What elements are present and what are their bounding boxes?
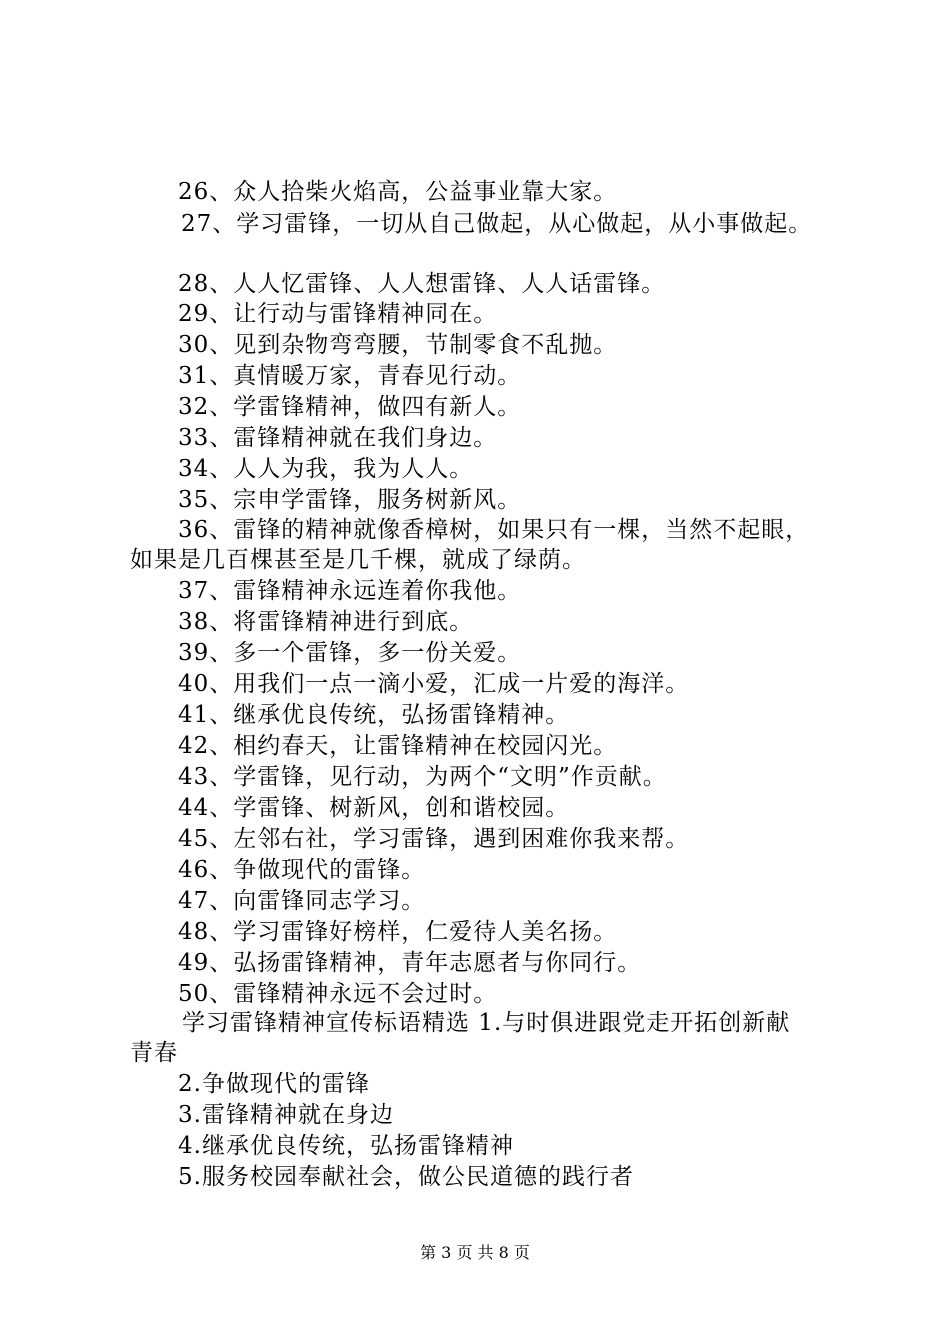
slogan-46: 46、争做现代的雷锋。 [178, 857, 426, 883]
section-heading-line-1: 学习雷锋精神宣传标语精选 1.与时俱进跟党走开拓创新献 [182, 1010, 791, 1036]
slogan-48: 48、学习雷锋好榜样，仁爱待人美名扬。 [178, 919, 618, 945]
slogan-36-line-1: 36、雷锋的精神就像香樟树，如果只有一棵，当然不起眼， [178, 517, 810, 543]
selected-slogan-2: 2.争做现代的雷锋 [178, 1071, 370, 1097]
slogan-47: 47、向雷锋同志学习。 [178, 888, 426, 914]
slogan-49: 49、弘扬雷锋精神，青年志愿者与你同行。 [178, 950, 642, 976]
slogan-28: 28、人人忆雷锋、人人想雷锋、人人话雷锋。 [178, 271, 666, 297]
slogan-50: 50、雷锋精神永远不会过时。 [178, 981, 498, 1007]
slogan-34: 34、人人为我，我为人人。 [178, 456, 474, 482]
slogan-30: 30、见到杂物弯弯腰，节制零食不乱抛。 [178, 332, 618, 358]
slogan-29: 29、让行动与雷锋精神同在。 [178, 301, 498, 327]
slogan-31: 31、真情暖万家，青春见行动。 [178, 363, 522, 389]
selected-slogan-5: 5.服务校园奉献社会，做公民道德的践行者 [178, 1164, 634, 1190]
slogan-44: 44、学雷锋、树新风，创和谐校园。 [178, 795, 570, 821]
slogan-27: 27、学习雷锋，一切从自己做起，从心做起，从小事做起。 [181, 211, 813, 237]
slogan-42: 42、相约春天，让雷锋精神在校园闪光。 [178, 733, 618, 759]
slogan-36-line-2: 如果是几百棵甚至是几千棵，就成了绿荫。 [130, 547, 586, 573]
slogan-37: 37、雷锋精神永远连着你我他。 [178, 578, 522, 604]
slogan-40: 40、用我们一点一滴小爱，汇成一片爱的海洋。 [178, 671, 690, 697]
slogan-33: 33、雷锋精神就在我们身边。 [178, 425, 498, 451]
slogan-32: 32、学雷锋精神，做四有新人。 [178, 394, 522, 420]
section-heading-line-2: 青春 [130, 1040, 178, 1066]
slogan-38: 38、将雷锋精神进行到底。 [178, 609, 474, 635]
selected-slogan-3: 3.雷锋精神就在身边 [178, 1102, 394, 1128]
slogan-39: 39、多一个雷锋，多一份关爱。 [178, 640, 522, 666]
slogan-35: 35、宗申学雷锋，服务树新风。 [178, 487, 522, 513]
slogan-41: 41、继承优良传统，弘扬雷锋精神。 [178, 702, 570, 728]
selected-slogan-4: 4.继承优良传统，弘扬雷锋精神 [178, 1133, 514, 1159]
slogan-45: 45、左邻右社，学习雷锋，遇到困难你我来帮。 [178, 826, 690, 852]
slogan-26: 26、众人拾柴火焰高，公益事业靠大家。 [178, 179, 618, 205]
slogan-43: 43、学雷锋，见行动，为两个“文明”作贡献。 [178, 764, 667, 790]
page-footer: 第 3 页 共 8 页 [420, 1243, 530, 1262]
